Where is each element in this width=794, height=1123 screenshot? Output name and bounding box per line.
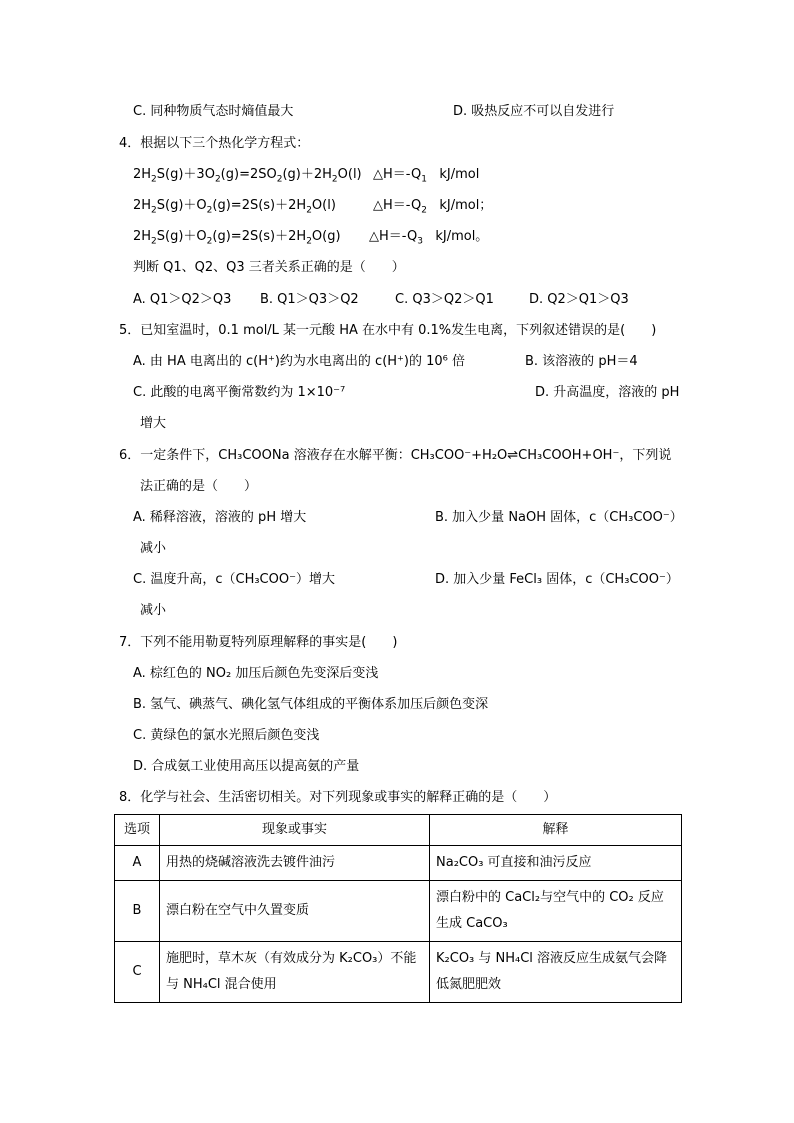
- q5-option-d-continued: 增大: [140, 416, 167, 431]
- row-fact: 漂白粉在空气中久置变质: [160, 881, 430, 942]
- q8-stem: 8．化学与社会、生活密切相关。对下列现象或事实的解释正确的是（ ）: [119, 790, 557, 805]
- row-option: C: [115, 942, 160, 1003]
- q5-option-a: A. 由 HA 电离出的 c(H⁺)约为水电离出的 c(H⁺)的 10⁶ 倍: [133, 354, 466, 369]
- q5-stem: 5．已知室温时，0.1 mol/L 某一元酸 HA 在水中有 0.1%发生电离，下列叙述错误的是( ): [119, 323, 657, 338]
- q4-judge: 判断 Q1、Q2、Q3 三者关系正确的是（ ）: [133, 260, 405, 275]
- q4-stem: 4．根据以下三个热化学方程式：: [119, 136, 310, 151]
- q7-option-a: A. 棕红色的 NO₂ 加压后颜色先变深后变浅: [133, 666, 379, 681]
- q6-option-b: B. 加入少量 NaOH 固体，c（CH₃COO⁻）: [435, 510, 683, 525]
- q6-stem: 6．一定条件下，CH₃COONa 溶液存在水解平衡：CH₃COO⁻+H₂O⇌CH₃COOH+OH⁻，下列说: [119, 448, 672, 463]
- q6-option-b-continued: 减小: [140, 541, 167, 556]
- q7-stem: 7．下列不能用勒夏特列原理解释的事实是( ): [119, 635, 398, 650]
- q4-option-b: B. Q1＞Q3＞Q2: [260, 292, 359, 307]
- row-option: A: [115, 846, 160, 881]
- row-explanation: Na₂CO₃ 可直接和油污反应: [430, 846, 682, 881]
- q6-option-a: A. 稀释溶液，溶液的 pH 增大: [133, 510, 307, 525]
- header-explanation: 解释: [430, 815, 682, 846]
- q6-option-d-continued: 减小: [140, 603, 167, 618]
- q5-option-b: B. 该溶液的 pH＝4: [525, 354, 638, 369]
- q3-option-d: D. 吸热反应不可以自发进行: [453, 104, 615, 119]
- q6-option-c: C. 温度升高，c（CH₃COO⁻）增大: [133, 572, 335, 587]
- row-fact: 施肥时，草木灰（有效成分为 K₂CO₃）不能与 NH₄Cl 混合使用: [160, 942, 430, 1003]
- q4-equation-2: $2H_2S(g)+O_2(g)=2S(s)+2H_2O(l)$: [133, 198, 336, 216]
- q4-option-d: D. Q2＞Q1＞Q3: [529, 292, 629, 307]
- q5-option-d: D. 升高温度，溶液的 pH: [535, 385, 680, 400]
- table-row: [115, 881, 682, 942]
- q4-equation-1: $2H_2S(g)+3O_2(g)=2SO_2(g)+2H_2O(l)$: [133, 167, 362, 185]
- q5-option-c: C. 此酸的电离平衡常数约为 1×10⁻⁷: [133, 385, 346, 400]
- q4-equation-1-enthalpy: $\triangle H=-Q_1$ kJ/mol: [373, 167, 480, 185]
- q4-equation-2-enthalpy: $\triangle H=-Q_2$ kJ/mol；: [373, 198, 493, 216]
- table-row: [115, 942, 682, 1003]
- q4-option-a: A. Q1＞Q2＞Q3: [133, 292, 232, 307]
- q7-option-b: B. 氢气、碘蒸气、碘化氢气体组成的平衡体系加压后颜色变深: [133, 697, 489, 712]
- q3-option-c: C. 同种物质气态时熵值最大: [133, 104, 294, 119]
- row-option: B: [115, 881, 160, 942]
- q8-answer-table: [114, 814, 682, 1003]
- row-fact: 用热的烧碱溶液洗去镀件油污: [160, 846, 430, 881]
- row-explanation: K₂CO₃ 与 NH₄Cl 溶液反应生成氨气会降低氮肥肥效: [430, 942, 682, 1003]
- header-fact: 现象或事实: [160, 815, 430, 846]
- q6-stem-continued: 法正确的是（ ）: [140, 479, 258, 494]
- header-option: 选项: [115, 815, 160, 846]
- table-header-row: [115, 815, 682, 846]
- row-explanation: 漂白粉中的 CaCl₂与空气中的 CO₂ 反应生成 CaCO₃: [430, 881, 682, 942]
- q4-equation-3: $2H_2S(g)+O_2(g)=2S(s)+2H_2O(g)$: [133, 229, 341, 247]
- q4-option-c: C. Q3＞Q2＞Q1: [395, 292, 494, 307]
- q7-option-c: C. 黄绿色的氯水光照后颜色变浅: [133, 728, 320, 743]
- q4-equation-3-enthalpy: $\triangle H=-Q_3$ kJ/mol。: [369, 229, 489, 247]
- table-row: [115, 846, 682, 881]
- q6-option-d: D. 加入少量 FeCl₃ 固体，c（CH₃COO⁻）: [435, 572, 679, 587]
- q7-option-d: D. 合成氨工业使用高压以提高氨的产量: [133, 759, 360, 774]
